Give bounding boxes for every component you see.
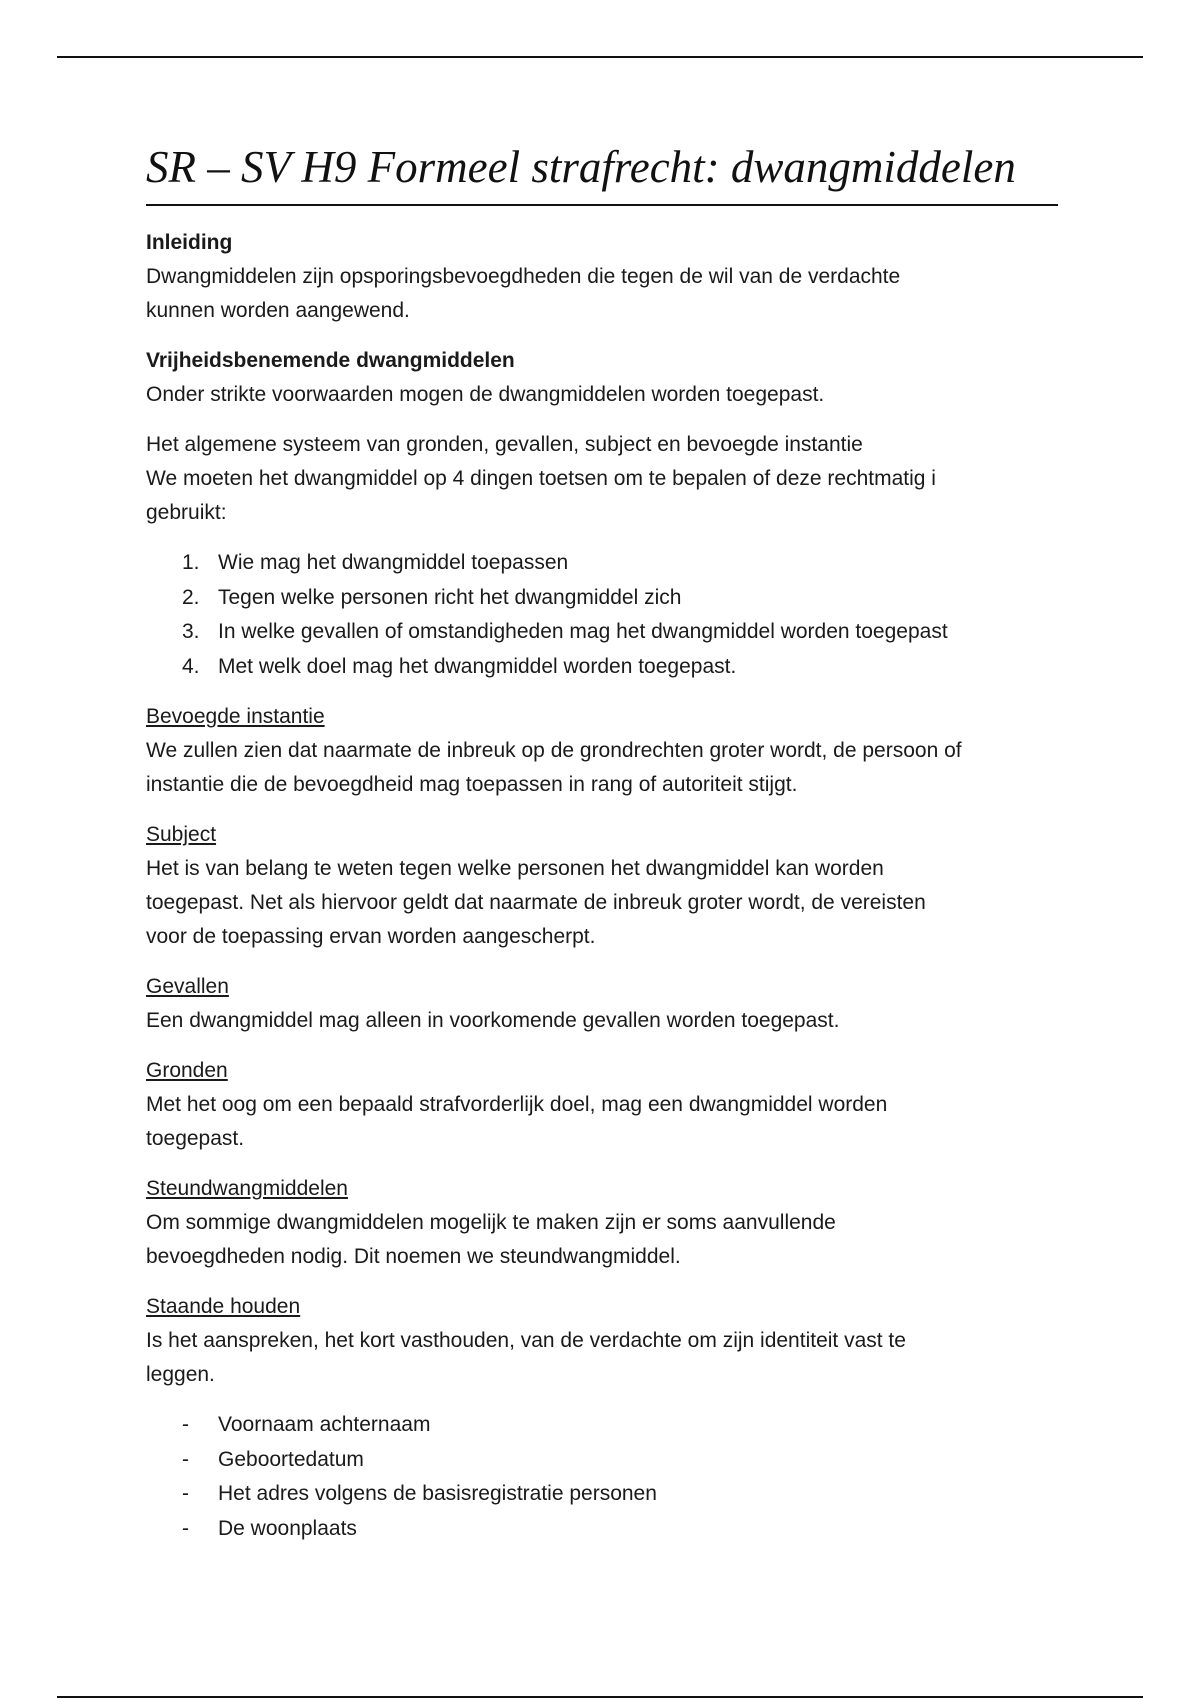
section-gronden — [146, 1054, 1058, 1156]
section-bevoegde-instantie — [146, 700, 1058, 802]
document-title: SR – SV H9 Formeel strafrecht: dwangmiddelen — [146, 140, 1058, 206]
paragraph-line: Dwangmiddelen zijn opsporingsbevoegdheden die tegen de wil van de verdachte — [146, 265, 901, 288]
identity-list — [146, 1408, 1058, 1546]
section-gevallen — [146, 970, 1058, 1038]
list-number: 4. — [182, 654, 200, 678]
paragraph-line: We zullen zien dat naarmate de inbreuk op de grondrechten groter wordt, de persoon of — [146, 739, 962, 762]
list-item-text: Voornaam achternaam — [218, 1413, 431, 1436]
list-item — [146, 1408, 1058, 1443]
section-systeem — [146, 428, 1058, 684]
section-heading: Bevoegde instantie — [146, 705, 325, 728]
paragraph-line: Het algemene systeem van gronden, gevallen, subject en bevoegde instantie — [146, 433, 863, 456]
section-steundwangmiddelen — [146, 1172, 1058, 1274]
list-dash: - — [182, 1482, 189, 1505]
list-item — [146, 581, 1058, 616]
list-item — [146, 1512, 1058, 1547]
section-subject — [146, 818, 1058, 954]
list-dash: - — [182, 1447, 189, 1471]
document-body — [146, 140, 1058, 1546]
section-heading: Subject — [146, 823, 217, 846]
paragraph-line: toegepast. Net als hiervoor geldt dat naarmate de inbreuk groter wordt, de vereisten — [146, 891, 926, 914]
paragraph-line: Onder strikte voorwaarden mogen de dwangmiddelen worden toegepast. — [146, 383, 825, 406]
paragraph-line: kunnen worden aangewend. — [146, 299, 410, 322]
paragraph-line: We moeten het dwangmiddel op 4 dingen toetsen om te bepalen of deze rechtmatig i — [146, 467, 936, 490]
list-item — [146, 650, 1058, 685]
section-staande-houden — [146, 1290, 1058, 1546]
list-number: 2. — [182, 585, 200, 609]
paragraph-line: voor de toepassing ervan worden aangescherpt. — [146, 925, 596, 948]
list-number: 1. — [182, 551, 200, 574]
list-dash: - — [182, 1413, 189, 1436]
list-item — [146, 1477, 1058, 1512]
paragraph-line: Het is van belang te weten tegen welke personen het dwangmiddel kan worden — [146, 857, 884, 880]
list-item — [146, 615, 1058, 650]
criteria-list — [146, 546, 1058, 684]
section-heading: Steundwangmiddelen — [146, 1177, 348, 1200]
footer-rule — [57, 1696, 1143, 1698]
paragraph-line: leggen. — [146, 1363, 215, 1386]
list-item-text: Geboortedatum — [218, 1447, 364, 1471]
list-item-text: In welke gevallen of omstandigheden mag het dwangmiddel worden toegepast — [218, 620, 948, 643]
paragraph-line: toegepast. — [146, 1127, 245, 1150]
paragraph-line: Is het aanspreken, het kort vasthouden, van de verdachte om zijn identiteit vast te — [146, 1329, 906, 1352]
list-item-text: Wie mag het dwangmiddel toepassen — [218, 551, 569, 574]
section-heading: Inleiding — [146, 231, 233, 254]
list-dash: - — [182, 1516, 189, 1540]
list-item — [146, 1443, 1058, 1478]
section-heading: Staande houden — [146, 1295, 301, 1318]
paragraph-line: Een dwangmiddel mag alleen in voorkomende gevallen worden toegepast. — [146, 1009, 840, 1032]
list-item-text: Tegen welke personen richt het dwangmiddel zich — [218, 585, 682, 609]
list-item — [146, 546, 1058, 581]
list-item-text: De woonplaats — [218, 1516, 357, 1540]
list-item-text: Met welk doel mag het dwangmiddel worden toegepast. — [218, 654, 737, 678]
header-rule — [57, 56, 1143, 58]
section-heading: Vrijheidsbenemende dwangmiddelen — [146, 349, 515, 372]
list-number: 3. — [182, 620, 200, 643]
paragraph-line: Om sommige dwangmiddelen mogelijk te maken zijn er soms aanvullende — [146, 1211, 836, 1234]
paragraph-line: instantie die de bevoegdheid mag toepassen in rang of autoriteit stijgt. — [146, 773, 798, 796]
paragraph-line: bevoegdheden nodig. Dit noemen we steundwangmiddel. — [146, 1245, 681, 1268]
section-heading: Gronden — [146, 1059, 228, 1082]
section-inleiding — [146, 226, 1058, 328]
paragraph-line: gebruikt: — [146, 501, 227, 524]
list-item-text: Het adres volgens de basisregistratie personen — [218, 1482, 657, 1505]
paragraph-line: Met het oog om een bepaald strafvorderlijk doel, mag een dwangmiddel worden — [146, 1093, 888, 1116]
section-vrijheidsbenemend — [146, 344, 1058, 412]
section-heading: Gevallen — [146, 975, 229, 998]
